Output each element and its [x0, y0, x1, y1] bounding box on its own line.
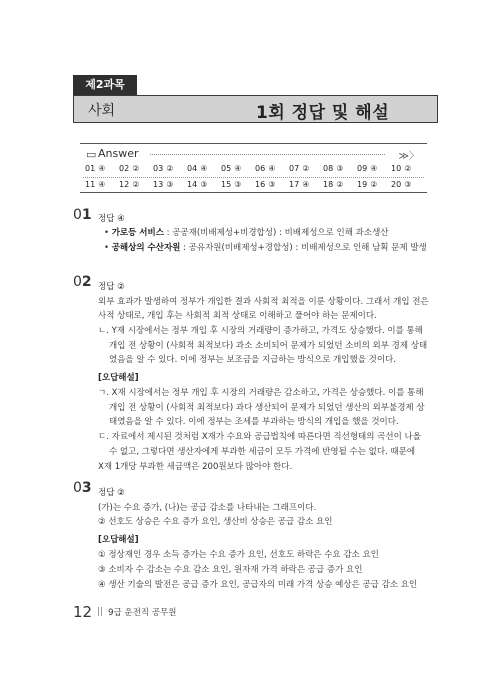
answer-cell	[187, 164, 207, 173]
answer-question-number: 03	[153, 164, 164, 173]
answer-choice: ②	[336, 180, 344, 189]
q2-wrong-line-6: X재 1개당 부과한 세금액은 200원보다 많아야 한다.	[98, 462, 293, 472]
q2-wrong-line-2: 개입 전 상황이 (사회적 최적보다) 과다 생산되어 문제가 되었던 생산의 외부불경제 상	[109, 403, 425, 413]
answer-choice: ④	[200, 164, 208, 173]
answer-cell	[323, 180, 343, 189]
answer-question-number: 12	[119, 180, 130, 189]
answer-question-number: 02	[119, 164, 130, 173]
q2-line-5: 였음을 알 수 있다. 이에 정부는 보조금을 지급하는 방식으로 개입했을 것이다.	[109, 355, 396, 365]
answer-cell	[255, 180, 275, 189]
q1-answer-label: 정답 ④	[98, 214, 125, 224]
answer-cell	[289, 164, 309, 173]
question-number-3: 03	[73, 480, 92, 496]
q1-line-2: • 공해상의 수산자원 : 공유자원(비배제성+경합성) : 비배제성으로 인해 남획 문제 발생	[104, 243, 427, 253]
double-chevron-icon: ≫〉	[398, 151, 419, 162]
answer-cell	[119, 164, 139, 173]
answer-question-number: 14	[187, 180, 198, 189]
answer-cell	[255, 164, 275, 173]
answer-question-number: 07	[289, 164, 300, 173]
answer-question-number: 11	[85, 180, 96, 189]
q3-line-1: (가)는 수요 증가, (나)는 공급 감소를 나타내는 그래프이다.	[98, 503, 317, 513]
q2-wrong-line-5: 수 없고, 그렇다면 생산자에게 부과한 세금이 모두 가격에 반영될 수는 없다. 때문에	[109, 447, 416, 457]
answer-choice: ④	[268, 164, 276, 173]
answer-cell	[119, 180, 139, 189]
q2-wrong-line-4: ㄷ. 자료에서 제시된 것처럼 X재가 수요와 공급법칙에 따른다면 직선형태의 곡선이 나올	[98, 432, 421, 442]
answer-row-divider	[83, 177, 424, 178]
answer-choice: ③	[268, 180, 276, 189]
answer-choice: ④	[370, 164, 378, 173]
subject-name: 사회	[88, 103, 116, 119]
answer-choice: ③	[234, 180, 242, 189]
answer-question-number: 19	[357, 180, 368, 189]
answer-dotted-line	[150, 154, 385, 155]
q2-line-1: 외부 효과가 발생하여 정부가 개입한 결과 사회적 최적을 이룬 상황이다. 그래서 개입 전은	[98, 297, 429, 307]
answer-choice: ②	[370, 180, 378, 189]
q2-line-2: 사적 상태로, 개입 후는 사회적 최적 상태로 이해하고 풀어야 하는 문제이다.	[98, 311, 377, 321]
answer-question-number: 18	[323, 180, 334, 189]
answer-cell	[323, 164, 343, 173]
answer-question-number: 20	[391, 180, 402, 189]
q3-wrong-line-1: ① 정상재인 경우 소득 증가는 수요 증가 요인, 선호도 하락은 수요 감소 요인	[98, 550, 379, 560]
answer-question-number: 15	[221, 180, 232, 189]
answer-icon: ▭	[86, 148, 97, 161]
answer-box	[80, 143, 427, 193]
answer-question-number: 10	[391, 164, 402, 173]
q3-wrong-line-3: ④ 생산 기술의 발전은 공급 증가 요인, 공급자의 미래 가격 상승 예상은 공급 감소 요인	[98, 580, 418, 590]
footer-separator: ||	[97, 607, 104, 617]
q2-wrong-line-3: 태였음을 알 수 있다. 이에 정부는 조세를 부과하는 방식의 개입을 했을 것이다.	[109, 417, 399, 427]
subject-tag: 제2과목	[73, 75, 137, 95]
q3-line-2: ② 선호도 상승은 수요 증가 요인, 생산비 상승은 공급 감소 요인	[98, 517, 333, 527]
q2-wrong-label: [오답해설]	[98, 373, 139, 383]
answer-choice: ②	[404, 164, 412, 173]
answer-cell	[85, 180, 105, 189]
answer-choice: ④	[98, 180, 106, 189]
q2-line-3: ㄴ. Y재 시장에서는 정부 개입 후 시장의 거래량이 증가하고, 가격도 상승했다. 이를 통해	[98, 326, 423, 336]
answer-cell	[391, 180, 411, 189]
answer-header	[80, 147, 427, 161]
answer-cell	[391, 164, 411, 173]
answer-choice: ③	[200, 180, 208, 189]
answer-choice: ③	[404, 180, 412, 189]
answer-question-number: 05	[221, 164, 232, 173]
q3-wrong-line-2: ③ 소비자 수 감소는 수요 감소 요인, 원자재 가격 하락은 공급 증가 요인	[98, 565, 363, 575]
answer-question-number: 17	[289, 180, 300, 189]
page-footer	[73, 603, 176, 621]
answer-cell	[221, 180, 241, 189]
answer-choice: ④	[98, 164, 106, 173]
q2-answer-label: 정답 ②	[98, 282, 125, 292]
answer-cell	[153, 180, 173, 189]
answer-question-number: 08	[323, 164, 334, 173]
answer-cell	[221, 164, 241, 173]
page-title: 1회 정답 및 해설	[256, 103, 390, 123]
answer-question-number: 13	[153, 180, 164, 189]
answer-choice: ②	[166, 164, 174, 173]
answer-cell	[85, 164, 105, 173]
answer-question-number: 06	[255, 164, 266, 173]
answer-cell	[153, 164, 173, 173]
answer-choice: ②	[302, 164, 310, 173]
q3-answer-label: 정답 ②	[98, 488, 125, 498]
answer-choice: ④	[302, 180, 310, 189]
answer-choice: ④	[234, 164, 242, 173]
answer-question-number: 01	[85, 164, 96, 173]
answer-choice: ③	[336, 164, 344, 173]
answer-question-number: 04	[187, 164, 198, 173]
answer-choice: ③	[166, 180, 174, 189]
answer-row-1	[83, 164, 425, 177]
q1-line-1: • 가로등 서비스 : 공공재(비배제성+비경합성) : 비배제성으로 인해 과소생산	[104, 228, 389, 238]
answer-choice: ②	[132, 164, 140, 173]
answer-cell	[187, 180, 207, 189]
answer-question-number: 09	[357, 164, 368, 173]
answer-label: Answer	[98, 147, 139, 160]
answer-question-number: 16	[255, 180, 266, 189]
answer-cell	[357, 164, 377, 173]
answer-cell	[357, 180, 377, 189]
q3-wrong-label: [오답해설]	[98, 535, 139, 545]
page-number: 12	[73, 603, 93, 621]
answer-row-2	[83, 180, 425, 193]
title-bar	[73, 95, 438, 123]
book-title: 9급 운전직 공무원	[108, 608, 177, 618]
question-number-1: 01	[73, 207, 92, 223]
q2-line-4: 개입 전 상황이 (사회적 최적보다) 과소 소비되어 문제가 되었던 소비의 외부 경제 상태	[109, 341, 428, 351]
answer-cell	[289, 180, 309, 189]
question-number-2: 02	[73, 274, 92, 290]
q2-wrong-line-1: ㄱ. X재 시장에서는 정부 개입 후 시장의 거래량은 감소하고, 가격은 상승했다. 이를 통해	[98, 388, 424, 398]
answer-choice: ②	[132, 180, 140, 189]
